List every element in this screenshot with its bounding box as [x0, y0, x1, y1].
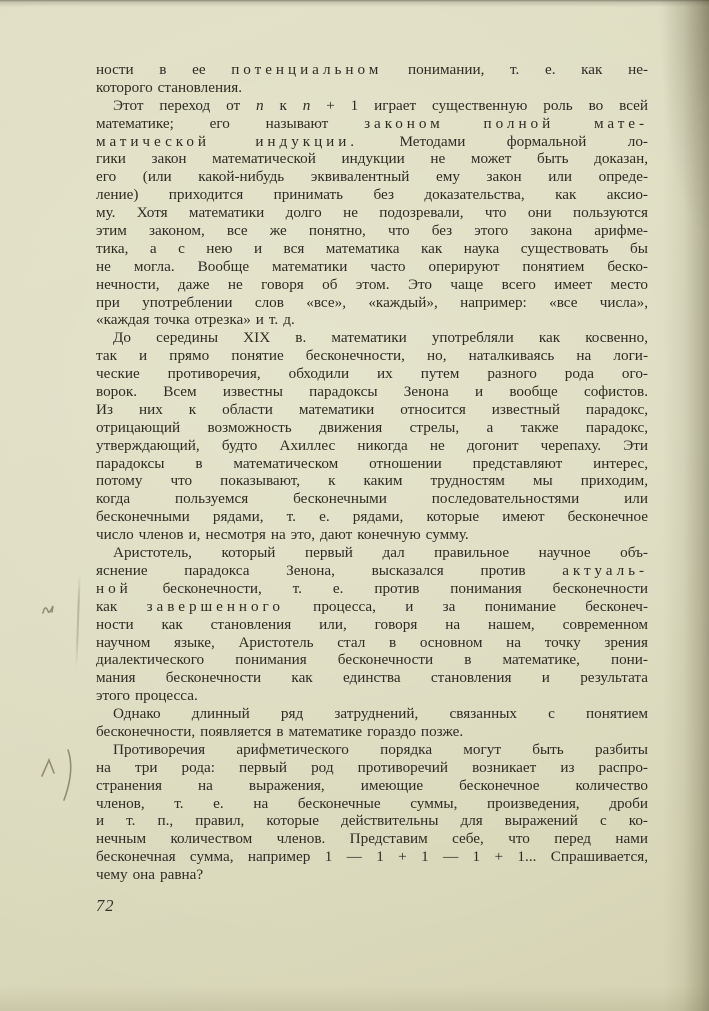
text-line	[96, 723, 648, 741]
text-segment: членов, т. е. на бесконечные суммы, произведения, дроби	[96, 794, 648, 812]
text-line	[96, 455, 648, 473]
text-line	[96, 634, 648, 652]
text-segment: понимании, т. е. как не-	[382, 61, 648, 78]
text-line	[96, 204, 648, 222]
text-segment: ности как становления или, говоря на нашем, современном	[96, 615, 648, 633]
text-line	[96, 419, 648, 437]
text-segment: гики закон математической индукции не может быть доказан,	[96, 150, 648, 168]
text-segment: нечности, даже не говоря об этом. Это чаще всего имеет место	[96, 275, 648, 293]
text-segment: при употреблении слов «все», «каждый», например: «все числа»,	[96, 293, 648, 311]
text-segment: завершенного	[146, 597, 284, 615]
text-segment: диалектического понимания бесконечности в математике, пони-	[96, 651, 648, 669]
text-segment: Противоречия арифметического порядка могут быть разбиты	[113, 740, 648, 758]
text-line	[96, 365, 648, 383]
text-segment: на три рода: первый род противоречий возникает из распро-	[96, 758, 648, 776]
text-segment: ности в ее	[96, 61, 232, 78]
text-segment: когда пользуемся бесконечными последовательностями или	[96, 490, 648, 508]
text-line	[96, 562, 648, 580]
text-line	[96, 705, 648, 723]
text-segment: ной	[96, 579, 132, 597]
text-line	[96, 150, 648, 168]
text-segment: не могла. Вообще математики часто оперируют понятием беско-	[96, 257, 648, 275]
paragraph	[96, 741, 648, 884]
text-line	[96, 79, 648, 97]
text-line	[96, 168, 648, 186]
text-segment: ворок. Всем известны парадоксы Зенона и вообще софистов.	[96, 383, 648, 401]
paragraph	[96, 61, 648, 97]
text-line	[96, 526, 648, 544]
text-segment: бесконечности, появляется в математике гораздо позже.	[96, 722, 464, 740]
text-segment: Из них к области математики относится известный парадокс,	[96, 400, 648, 418]
text-line	[96, 580, 648, 598]
text-line	[96, 383, 648, 401]
text-line	[96, 598, 648, 616]
text-segment: парадоксы в математическом отношении представляют интерес,	[96, 454, 648, 472]
text-line	[96, 848, 648, 866]
text-segment: Этот переход от	[113, 96, 257, 114]
text-segment: чему она равна?	[96, 866, 204, 884]
text-segment: научном языке, Аристотель стал в основном на точку зрения	[96, 633, 648, 651]
text-line	[96, 508, 648, 526]
text-segment: n	[256, 96, 264, 114]
text-segment: нечным количеством членов. Представим себе, что перед нами	[96, 830, 648, 848]
text-segment: странения на выражения, имеющие бесконечное количество	[96, 776, 648, 794]
text-line	[96, 311, 648, 329]
page-crease	[75, 574, 80, 668]
text-segment: ление) приходится принимать без доказательства, как аксио-	[96, 186, 648, 204]
text-line	[96, 115, 648, 133]
page-number: 72	[96, 896, 115, 915]
text-line	[96, 544, 648, 562]
text-segment: так и прямо понятие бесконечности, но, наталкиваясь на логи-	[96, 347, 648, 365]
text-segment: + 1 играет существенную роль во всей	[310, 96, 649, 114]
text-line	[96, 240, 648, 258]
paragraph	[96, 705, 648, 741]
text-line	[96, 294, 648, 312]
text-segment: потому что показывают, к каким трудностям мы приходим,	[96, 472, 648, 490]
text-segment: отрицающий возможность движения стрелы, а также парадокс,	[96, 418, 648, 436]
text-line	[96, 133, 648, 151]
text-line	[96, 258, 648, 276]
text-line	[96, 777, 648, 795]
pencil-squiggle-mark	[40, 600, 62, 620]
paragraph	[96, 329, 648, 544]
text-segment: процесса, и за понимание бесконеч-	[283, 597, 649, 615]
paragraph	[96, 97, 648, 330]
text-segment: Однако длинный ряд затруднений, связанных с понятием	[113, 705, 648, 723]
text-line	[96, 812, 648, 830]
text-segment: Аристотель, который первый дал правильное научное объ-	[113, 544, 648, 562]
text-line	[96, 437, 648, 455]
paragraph	[96, 544, 648, 705]
page-edge-bottom-shadow	[0, 985, 709, 1011]
text-line	[96, 329, 648, 347]
text-line	[96, 472, 648, 490]
text-line	[96, 759, 648, 777]
text-line	[96, 616, 648, 634]
text-line	[96, 276, 648, 294]
text-segment: и т. п., правил, которые действительны для выражений с ко-	[96, 812, 648, 830]
text-segment: утверждающий, будто Ахиллес никогда не догонит черепаху. Эти	[96, 436, 648, 454]
text-line	[96, 347, 648, 365]
text-line	[96, 651, 648, 669]
text-line	[96, 669, 648, 687]
text-segment: законом полной мате-	[364, 114, 648, 132]
text-segment: бесконечными рядами, т. е. рядами, которые имеют бесконечное	[96, 508, 648, 526]
text-segment: которого становления.	[96, 78, 243, 96]
text-line	[96, 687, 648, 705]
text-line	[96, 795, 648, 813]
text-segment: n	[302, 96, 311, 114]
text-segment: бесконечная сумма, например 1 — 1 + 1 — 1 + 1... Спрашивается,	[96, 848, 648, 866]
text-segment: математике; его называют	[96, 114, 365, 132]
page-edge-right-shadow	[663, 0, 709, 1011]
page-corner-shadow	[649, 0, 709, 340]
page-edge-top-shadow	[0, 0, 709, 7]
text-line	[96, 741, 648, 759]
text-line	[96, 186, 648, 204]
text-line	[96, 830, 648, 848]
text-segment: число членов и, несмотря на это, дают конечную сумму.	[96, 526, 469, 544]
text-segment: Методами формальной ло-	[358, 132, 648, 150]
text-segment: му. Хотя математики долго не подозревали, что они пользуются	[96, 204, 648, 222]
text-segment: ческие противоречия, обходили их путем разного рода ого-	[96, 365, 648, 383]
text-segment: как	[96, 597, 147, 615]
page-text	[96, 61, 648, 884]
text-segment: яснение парадокса Зенона, высказался против	[96, 561, 563, 579]
text-segment: к	[263, 96, 303, 114]
text-segment: До середины XIX в. математики употребляли как косвенно,	[113, 329, 648, 347]
text-segment: «каждая точка отрезка» и т. д.	[96, 311, 295, 329]
text-line	[96, 866, 648, 884]
text-segment: этим законом, все же понятно, что без этого закона арифме-	[96, 222, 648, 240]
text-line	[96, 222, 648, 240]
text-line	[96, 97, 648, 115]
text-line	[96, 490, 648, 508]
text-segment: бесконечности, т. е. против понимания бесконечности	[131, 579, 648, 597]
text-segment: потенциальном	[231, 61, 383, 78]
text-line	[96, 401, 648, 419]
text-segment: мания бесконечности как единства становления и результата	[96, 669, 648, 687]
text-segment: этого процесса.	[96, 687, 198, 705]
text-line	[96, 61, 648, 79]
text-segment: тика, а с нею и вся математика как наука существовать бы	[96, 239, 648, 257]
text-segment: матической индукции.	[96, 132, 359, 150]
text-segment: актуаль-	[562, 561, 648, 579]
pencil-caret-mark	[38, 748, 78, 806]
text-segment: его (или какой-нибудь эквивалентный ему закон или опреде-	[96, 168, 648, 186]
